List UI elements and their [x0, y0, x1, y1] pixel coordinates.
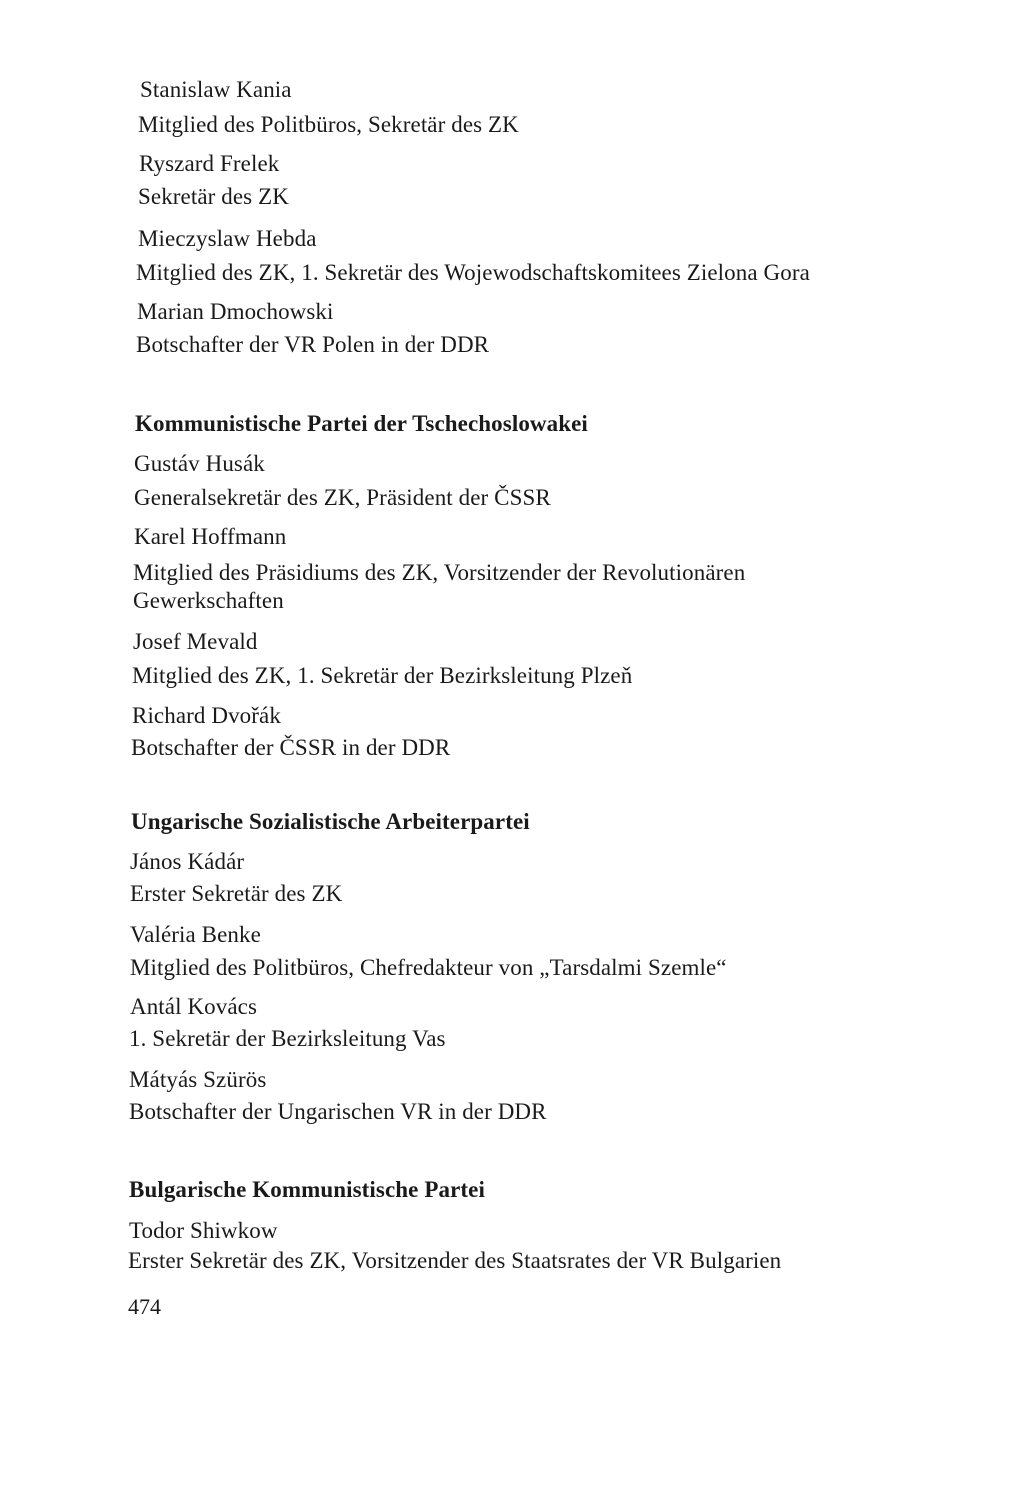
person-name: Valéria Benke [130, 922, 261, 947]
person-role: Mitglied des Politbüros, Chefredakteur von „Tarsdalmi Szemle“ [130, 955, 727, 980]
person-name: Todor Shiwkow [129, 1218, 278, 1243]
person-name: János Kádár [130, 849, 245, 874]
page-number: 474 [128, 1294, 161, 1319]
person-role: Sekretär des ZK [138, 184, 289, 209]
person-role: Erster Sekretär des ZK [130, 881, 343, 906]
person-role: Mitglied des Präsidiums des ZK, Vorsitzender der Revolutionären [133, 560, 746, 585]
person-name: Ryszard Frelek [139, 151, 280, 176]
person-role: Botschafter der ČSSR in der DDR [131, 735, 451, 760]
person-role: 1. Sekretär der Bezirksleitung Vas [129, 1026, 446, 1051]
person-role: Generalsekretär des ZK, Präsident der ČSSR [134, 485, 551, 510]
person-role: Mitglied des ZK, 1. Sekretär der Bezirksleitung Plzeň [132, 663, 633, 688]
party-heading: Kommunistische Partei der Tschechoslowakei [135, 411, 588, 436]
person-name: Josef Mevald [133, 629, 258, 654]
person-role: Botschafter der Ungarischen VR in der DDR [129, 1099, 547, 1124]
person-name: Karel Hoffmann [134, 524, 287, 549]
person-name: Antál Kovács [130, 994, 258, 1019]
person-name: Marian Dmochowski [137, 299, 334, 324]
person-name: Richard Dvořák [132, 703, 281, 728]
party-heading: Bulgarische Kommunistische Partei [129, 1177, 485, 1202]
person-name: Gustáv Husák [134, 451, 265, 476]
person-name: Mieczyslaw Hebda [138, 226, 317, 251]
person-role: Mitglied des ZK, 1. Sekretär des Wojewodschaftskomitees Zielona Gora [136, 260, 810, 285]
person-role: Erster Sekretär des ZK, Vorsitzender des Staatsrates der VR Bulgarien [128, 1248, 782, 1273]
person-role-continued: Gewerkschaften [133, 588, 284, 613]
person-role: Botschafter der VR Polen in der DDR [136, 332, 490, 357]
person-role: Mitglied des Politbüros, Sekretär des ZK [138, 112, 519, 137]
person-name: Stanislaw Kania [140, 77, 292, 102]
party-heading: Ungarische Sozialistische Arbeiterpartei [131, 809, 530, 834]
person-name: Mátyás Szürös [129, 1067, 267, 1092]
